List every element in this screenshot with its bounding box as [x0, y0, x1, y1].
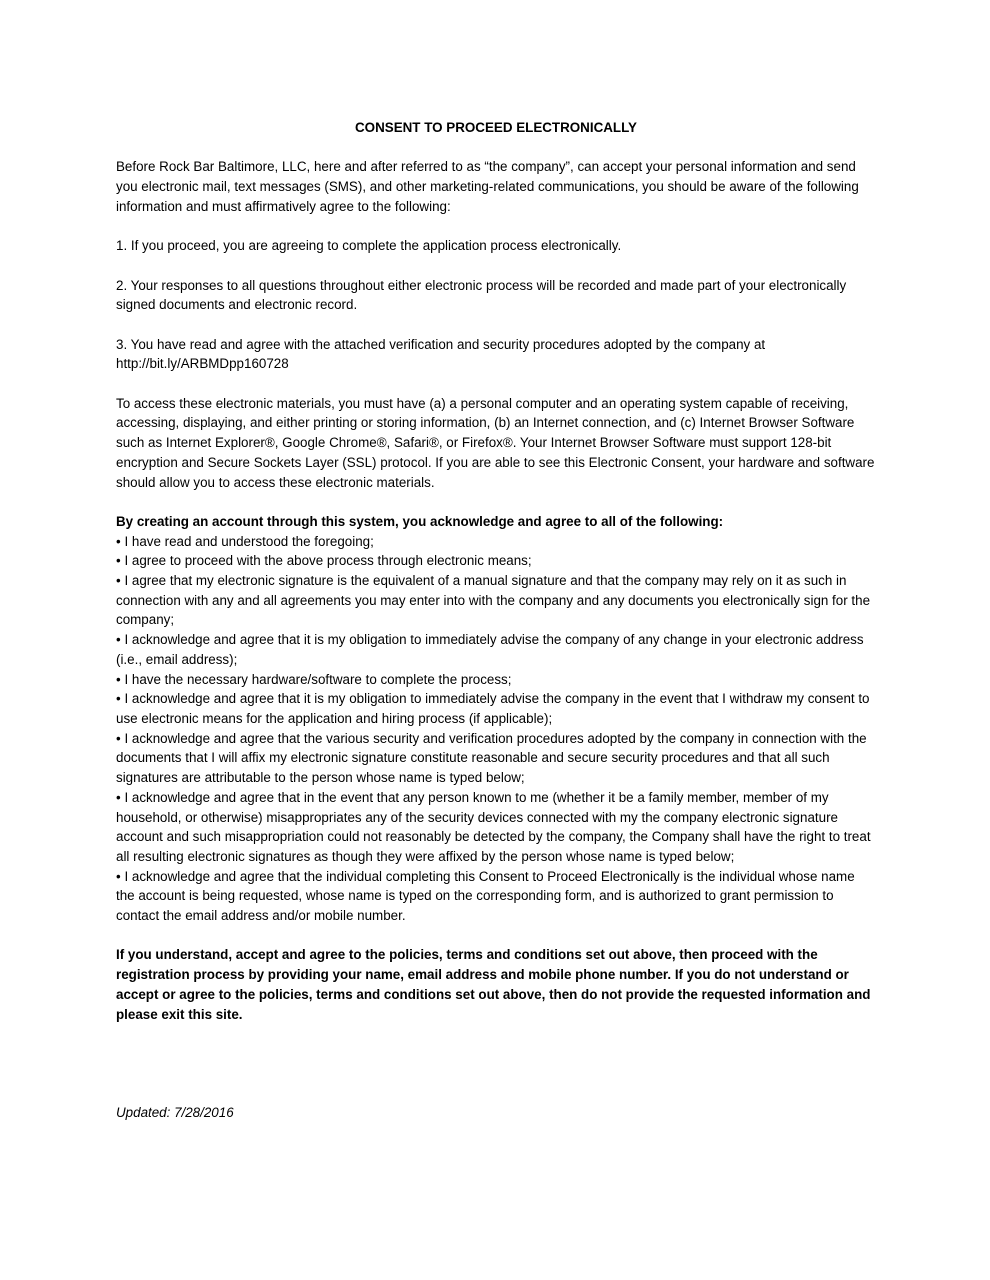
bullet-glyph: •: [116, 691, 121, 707]
list-item: [116, 729, 876, 788]
list-item: [116, 630, 876, 669]
list-item: [116, 532, 876, 552]
bullet-glyph: •: [116, 573, 121, 589]
acknowledgement-heading: By creating an account through this system, you acknowledge and agree to all of the following:: [116, 513, 724, 529]
numbered-item-3: 3. You have read and agree with the attached verification and security procedures adopted by the company at http://bit.ly/ARBMDpp160728: [116, 336, 766, 372]
bullet-glyph: •: [116, 730, 121, 746]
list-item-text: I acknowledge and agree that the various security and verification procedures adopted by the company in connection with the documents that I will affix my electronic signature constitute reasonable and secure security procedures and that all such signatures are attributable to the person whose name is typed below;: [116, 730, 867, 786]
list-item: [116, 689, 876, 728]
list-item-text: I acknowledge and agree that in the event that any person known to me (whether it be a family member, member of my household, or otherwise) misappropriates any of the security devices connected with my the company electronic signature account and such misappropriation could not reasonably be detected by the company, the Company shall have the right to treat all resulting electronic signatures as though they were affixed by the person whose name is typed below;: [116, 789, 871, 864]
list-item-text: I have the necessary hardware/software to complete the process;: [124, 671, 512, 687]
list-item-text: I acknowledge and agree that the individual completing this Consent to Proceed Electronically is the individual whose name the account is being requested, whose name is typed on the corresponding form, and is authorized to grant permission to contact the email address and/or mobile number.: [116, 868, 855, 924]
list-item-text: I agree to proceed with the above process through electronic means;: [124, 553, 532, 569]
bullet-glyph: •: [116, 533, 121, 549]
list-item-text: I agree that my electronic signature is the equivalent of a manual signature and that the company may rely on it as such in connection with any and all agreements you may enter into with the company and any documents you electronically sign for the company;: [116, 573, 871, 628]
numbered-item-1: 1. If you proceed, you are agreeing to complete the application process electronically.: [116, 238, 622, 254]
list-item: [116, 670, 876, 690]
updated-date: Updated: 7/28/2016: [116, 1105, 234, 1120]
closing-statement: If you understand, accept and agree to the policies, terms and conditions set out above, then proceed with the registration process by providing your name, email address and mobile phone number. If you do not understand or accept or agree to the policies, terms and conditions set out above, then do not provide the requested information and please exit this site.: [116, 947, 871, 1022]
consent-document: [116, 118, 876, 1044]
list-item: [116, 571, 876, 630]
list-item-text: I have read and understood the foregoing;: [124, 533, 374, 549]
bullet-glyph: •: [116, 789, 121, 805]
document-title: CONSENT TO PROCEED ELECTRONICALLY: [355, 120, 637, 135]
intro-paragraph: Before Rock Bar Baltimore, LLC, here and after referred to as “the company”, can accept your personal information and send you electronic mail, text messages (SMS), and other marketing-related communications, you should be aware of the following information and must affirmatively agree to the following:: [116, 159, 859, 214]
list-item: [116, 867, 876, 926]
numbered-item-2: 2. Your responses to all questions throughout either electronic process will be recorded and made part of your electronically signed documents and electronic record.: [116, 277, 847, 313]
access-requirements-paragraph: To access these electronic materials, you must have (a) a personal computer and an operating system capable of receiving, accessing, displaying, and either printing or storing information, (b) an Internet connection, and (c) Internet Browser Software such as Internet Explorer®, Google Chrome®, Safari®, or Firefox®. Your Internet Browser Software must support 128-bit encryption and Secure Sockets Layer (SSL) protocol. If you are able to see this Electronic Consent, your hardware and software should allow you to access these electronic materials.: [116, 395, 875, 490]
list-item: [116, 551, 876, 571]
list-item-text: I acknowledge and agree that it is my obligation to immediately advise the company in the event that I withdraw my consent to use electronic means for the application and hiring process (if applicable);: [116, 691, 870, 726]
bullet-glyph: •: [116, 632, 121, 648]
bullet-glyph: •: [116, 553, 121, 569]
list-item-text: I acknowledge and agree that it is my obligation to immediately advise the company of any change in your electronic address (i.e., email address);: [116, 632, 864, 667]
bullet-glyph: •: [116, 671, 121, 687]
acknowledgement-list: [116, 532, 876, 926]
list-item: [116, 788, 876, 867]
bullet-glyph: •: [116, 868, 121, 884]
